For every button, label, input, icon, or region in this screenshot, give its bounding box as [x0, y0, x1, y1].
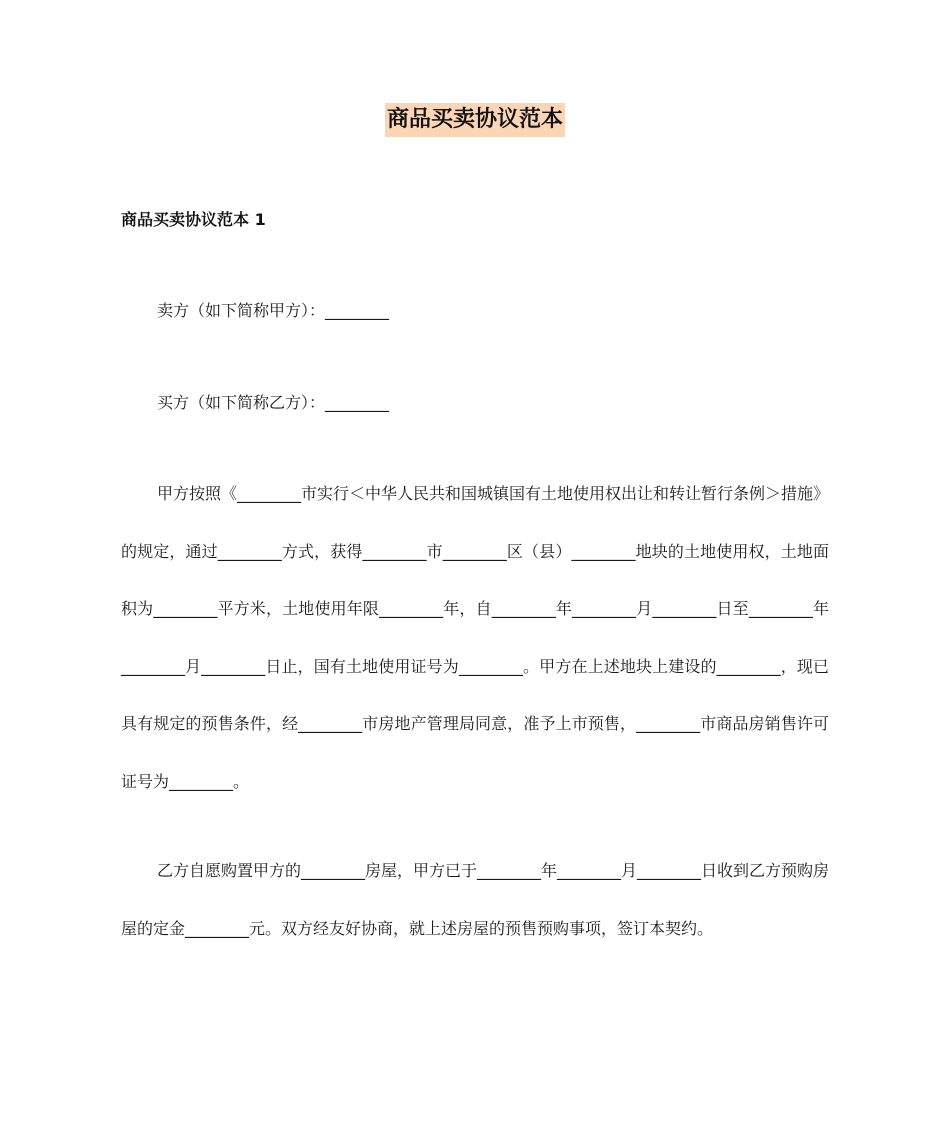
document-title: 商品买卖协议范本 — [385, 103, 565, 137]
section-heading: 商品买卖协议范本 1 — [121, 210, 266, 229]
seller-paragraph: 卖方（如下简称甲方）：________ — [157, 301, 390, 320]
document-title-block — [0, 96, 950, 137]
deposit-paragraph: 乙方自愿购置甲方的________房屋，甲方已于________年________月________日收到乙方预购房屋的定金________元。双方经友好协商，就上述房屋的预售预购事项，签订本契约。 — [121, 861, 830, 938]
land-use-paragraph: 甲方按照《________市实行＜中华人民共和国城镇国有土地使用权出让和转让暂行条例＞措施》的规定，通过________方式，获得________市________区（县）________地块的土地使用权，土地面积为________平方米，土地使用年限________年，自________年________月________日至________年________月________日止，国有土地使用证号为________。甲方在上述地块上建设的________，现已具有规定的预售条件，经________市房地产管理局同意，准予上市预售，________市商品房销售许可证号为________。 — [121, 484, 830, 791]
buyer-paragraph: 买方（如下简称乙方）：________ — [157, 393, 390, 412]
